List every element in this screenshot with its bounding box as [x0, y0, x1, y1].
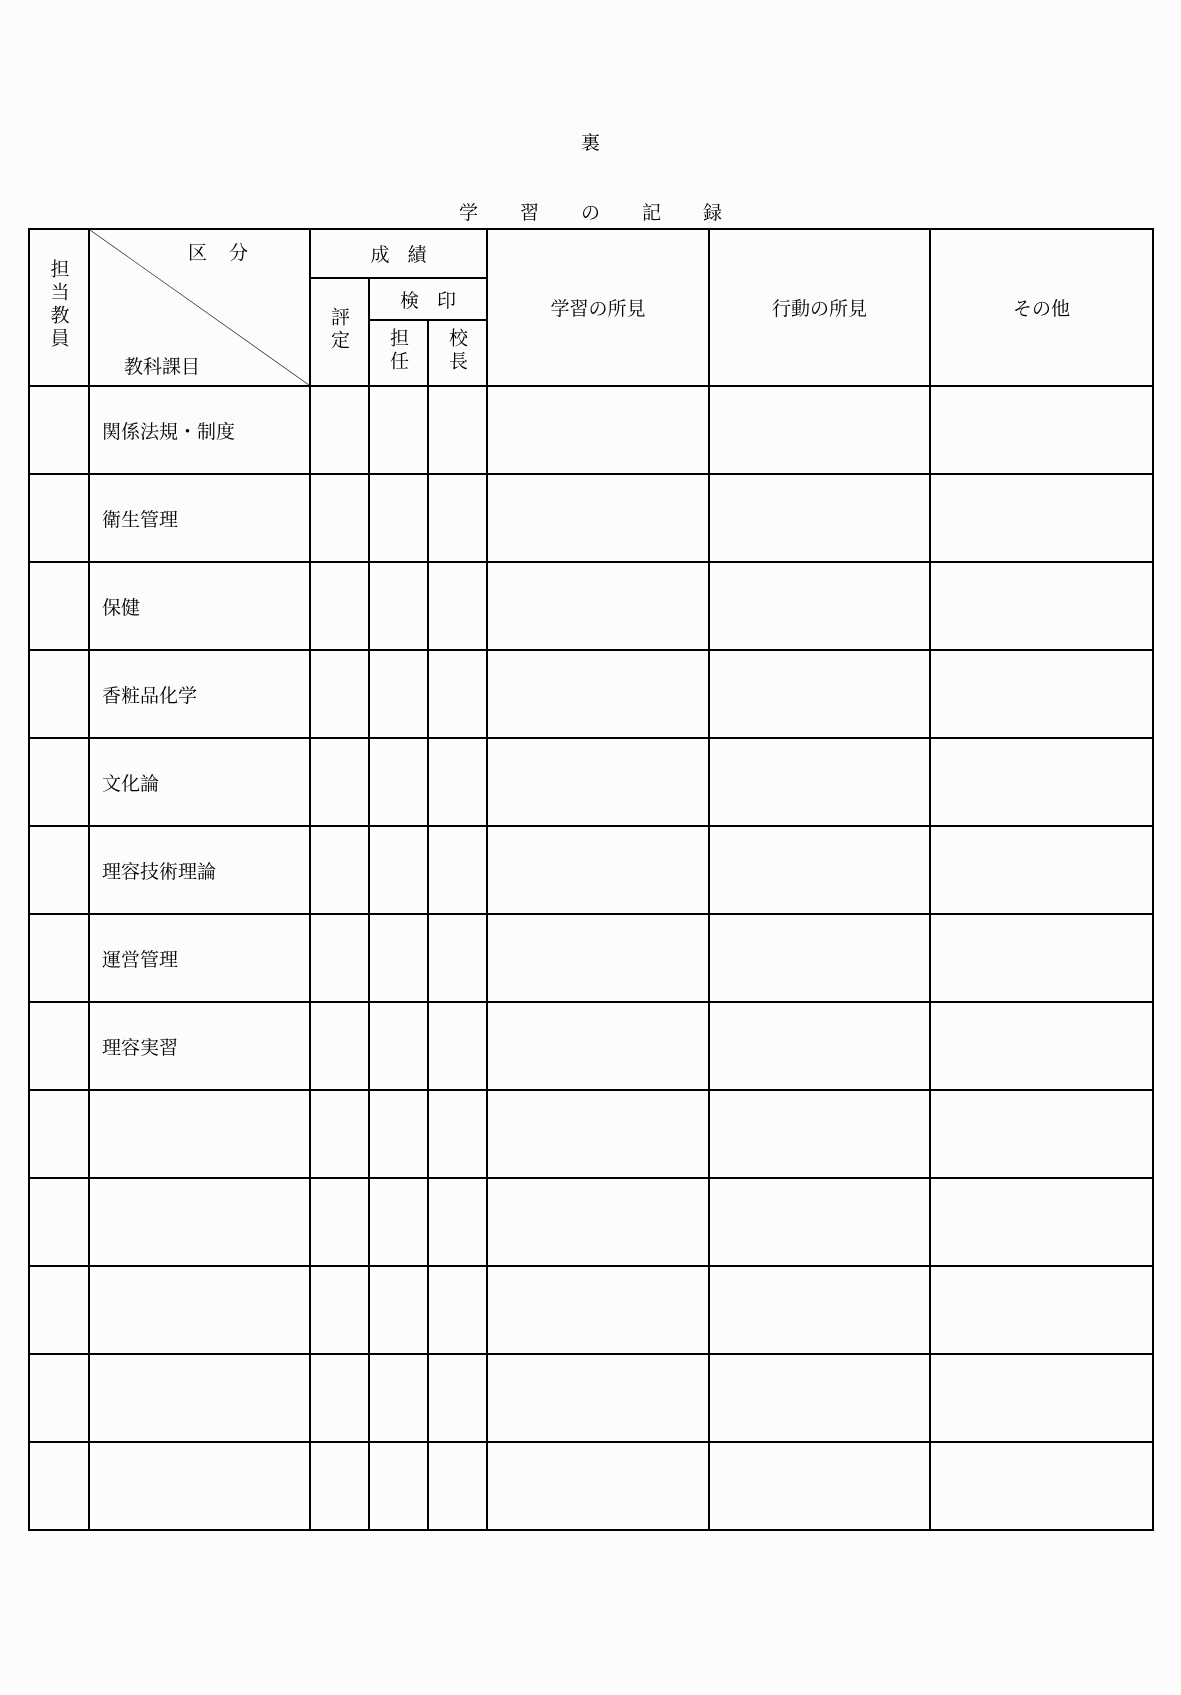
other-cell[interactable]	[930, 562, 1153, 650]
table-row	[29, 1002, 1153, 1090]
learning-notes-cell[interactable]	[487, 826, 709, 914]
evaluation-cell[interactable]	[310, 738, 369, 826]
principal-seal-cell[interactable]	[428, 474, 487, 562]
homeroom-seal-cell[interactable]	[369, 1266, 428, 1354]
subject-cell	[89, 1354, 310, 1442]
principal-seal-cell[interactable]	[428, 1354, 487, 1442]
homeroom-seal-cell[interactable]	[369, 562, 428, 650]
homeroom-header	[369, 320, 428, 386]
subject-cell: 運営管理	[89, 914, 310, 1002]
behavior-notes-cell[interactable]	[709, 650, 930, 738]
behavior-notes-cell[interactable]	[709, 562, 930, 650]
learning-notes-cell[interactable]	[487, 738, 709, 826]
table-row	[29, 1354, 1153, 1442]
grades-header: 成績	[310, 229, 487, 278]
teacher-cell[interactable]	[29, 650, 89, 738]
learning-notes-cell[interactable]	[487, 1354, 709, 1442]
subject-cell: 理容実習	[89, 1002, 310, 1090]
learning-notes-cell[interactable]	[487, 914, 709, 1002]
principal-seal-cell[interactable]	[428, 738, 487, 826]
behavior-notes-cell[interactable]	[709, 1002, 930, 1090]
table-row	[29, 650, 1153, 738]
teacher-cell[interactable]	[29, 1354, 89, 1442]
subject-cell	[89, 1090, 310, 1178]
learning-notes-cell[interactable]	[487, 386, 709, 474]
principal-seal-cell[interactable]	[428, 1002, 487, 1090]
teacher-header	[29, 229, 89, 386]
behavior-notes-cell[interactable]	[709, 914, 930, 1002]
other-cell[interactable]	[930, 1090, 1153, 1178]
other-cell[interactable]	[930, 1266, 1153, 1354]
table-row	[29, 1442, 1153, 1530]
principal-seal-cell[interactable]	[428, 826, 487, 914]
principal-header	[428, 320, 487, 386]
homeroom-seal-cell[interactable]	[369, 386, 428, 474]
homeroom-seal-cell[interactable]	[369, 738, 428, 826]
principal-seal-cell[interactable]	[428, 1178, 487, 1266]
table-row	[29, 914, 1153, 1002]
other-cell[interactable]	[930, 826, 1153, 914]
other-cell[interactable]	[930, 386, 1153, 474]
teacher-cell[interactable]	[29, 826, 89, 914]
principal-seal-cell[interactable]	[428, 650, 487, 738]
teacher-cell[interactable]	[29, 1178, 89, 1266]
learning-notes-cell[interactable]	[487, 474, 709, 562]
subject-cell: 理容技術理論	[89, 826, 310, 914]
page-side-label: 裏	[580, 132, 600, 154]
teacher-cell[interactable]	[29, 1002, 89, 1090]
subject-cell: 香粧品化学	[89, 650, 310, 738]
other-cell[interactable]	[930, 1002, 1153, 1090]
evaluation-cell[interactable]	[310, 1002, 369, 1090]
evaluation-label: 評定	[328, 306, 350, 353]
behavior-notes-cell[interactable]	[709, 1090, 930, 1178]
principal-seal-cell[interactable]	[428, 1442, 487, 1530]
table-row	[29, 1090, 1153, 1178]
homeroom-seal-cell[interactable]	[369, 474, 428, 562]
principal-seal-cell[interactable]	[428, 562, 487, 650]
homeroom-seal-cell[interactable]	[369, 1090, 428, 1178]
learning-notes-cell[interactable]	[487, 1178, 709, 1266]
other-cell[interactable]	[930, 1178, 1153, 1266]
principal-seal-cell[interactable]	[428, 1090, 487, 1178]
teacher-cell[interactable]	[29, 474, 89, 562]
other-header: その他	[930, 229, 1153, 386]
principal-seal-cell[interactable]	[428, 1266, 487, 1354]
principal-label: 校長	[446, 327, 468, 374]
table-row	[29, 474, 1153, 562]
other-cell[interactable]	[930, 1354, 1153, 1442]
behavior-notes-cell[interactable]	[709, 1442, 930, 1530]
subject-cell	[89, 1266, 310, 1354]
evaluation-header	[310, 278, 369, 386]
table-row	[29, 1178, 1153, 1266]
teacher-cell[interactable]	[29, 386, 89, 474]
behavior-notes-cell[interactable]	[709, 1266, 930, 1354]
evaluation-cell[interactable]	[310, 1266, 369, 1354]
learning-notes-header: 学習の所見	[487, 229, 709, 386]
learning-notes-cell[interactable]	[487, 650, 709, 738]
behavior-notes-cell[interactable]	[709, 738, 930, 826]
teacher-cell[interactable]	[29, 1442, 89, 1530]
subject-cell: 保健	[89, 562, 310, 650]
evaluation-cell[interactable]	[310, 474, 369, 562]
evaluation-cell[interactable]	[310, 386, 369, 474]
page-title: 学習の記録	[458, 202, 764, 224]
homeroom-seal-cell[interactable]	[369, 1442, 428, 1530]
category-label: 区分	[188, 242, 271, 264]
evaluation-cell[interactable]	[310, 1178, 369, 1266]
other-cell[interactable]	[930, 738, 1153, 826]
principal-seal-cell[interactable]	[428, 914, 487, 1002]
behavior-notes-cell[interactable]	[709, 1178, 930, 1266]
other-cell[interactable]	[930, 1442, 1153, 1530]
behavior-notes-cell[interactable]	[709, 386, 930, 474]
behavior-notes-header: 行動の所見	[709, 229, 930, 386]
homeroom-seal-cell[interactable]	[369, 650, 428, 738]
evaluation-cell[interactable]	[310, 826, 369, 914]
table-row	[29, 738, 1153, 826]
learning-notes-cell[interactable]	[487, 1090, 709, 1178]
teacher-cell[interactable]	[29, 914, 89, 1002]
teacher-header-label: 担当教員	[47, 259, 70, 351]
subject-cell	[89, 1442, 310, 1530]
evaluation-cell[interactable]	[310, 1442, 369, 1530]
learning-notes-cell[interactable]	[487, 1266, 709, 1354]
other-cell[interactable]	[930, 474, 1153, 562]
teacher-cell[interactable]	[29, 562, 89, 650]
subject-cell: 文化論	[89, 738, 310, 826]
principal-seal-cell[interactable]	[428, 386, 487, 474]
subject-cell: 関係法規・制度	[89, 386, 310, 474]
category-subject-header	[89, 229, 310, 386]
subject-cell: 衛生管理	[89, 474, 310, 562]
teacher-cell[interactable]	[29, 1266, 89, 1354]
seal-header: 検印	[369, 278, 487, 320]
teacher-cell[interactable]	[29, 1090, 89, 1178]
table-row	[29, 1266, 1153, 1354]
homeroom-seal-cell[interactable]	[369, 1178, 428, 1266]
other-cell[interactable]	[930, 650, 1153, 738]
learning-record-table	[28, 228, 1154, 1531]
behavior-notes-cell[interactable]	[709, 826, 930, 914]
subject-label: 教科課目	[124, 356, 201, 378]
learning-notes-cell[interactable]	[487, 1442, 709, 1530]
evaluation-cell[interactable]	[310, 914, 369, 1002]
homeroom-seal-cell[interactable]	[369, 1002, 428, 1090]
homeroom-seal-cell[interactable]	[369, 1354, 428, 1442]
behavior-notes-cell[interactable]	[709, 1354, 930, 1442]
table-row	[29, 562, 1153, 650]
homeroom-seal-cell[interactable]	[369, 914, 428, 1002]
other-cell[interactable]	[930, 914, 1153, 1002]
learning-notes-cell[interactable]	[487, 1002, 709, 1090]
behavior-notes-cell[interactable]	[709, 474, 930, 562]
evaluation-cell[interactable]	[310, 1090, 369, 1178]
evaluation-cell[interactable]	[310, 562, 369, 650]
evaluation-cell[interactable]	[310, 1354, 369, 1442]
evaluation-cell[interactable]	[310, 650, 369, 738]
homeroom-label: 担任	[387, 327, 409, 374]
subject-cell	[89, 1178, 310, 1266]
table-row	[29, 386, 1153, 474]
homeroom-seal-cell[interactable]	[369, 826, 428, 914]
table-row	[29, 826, 1153, 914]
teacher-cell[interactable]	[29, 738, 89, 826]
learning-notes-cell[interactable]	[487, 562, 709, 650]
